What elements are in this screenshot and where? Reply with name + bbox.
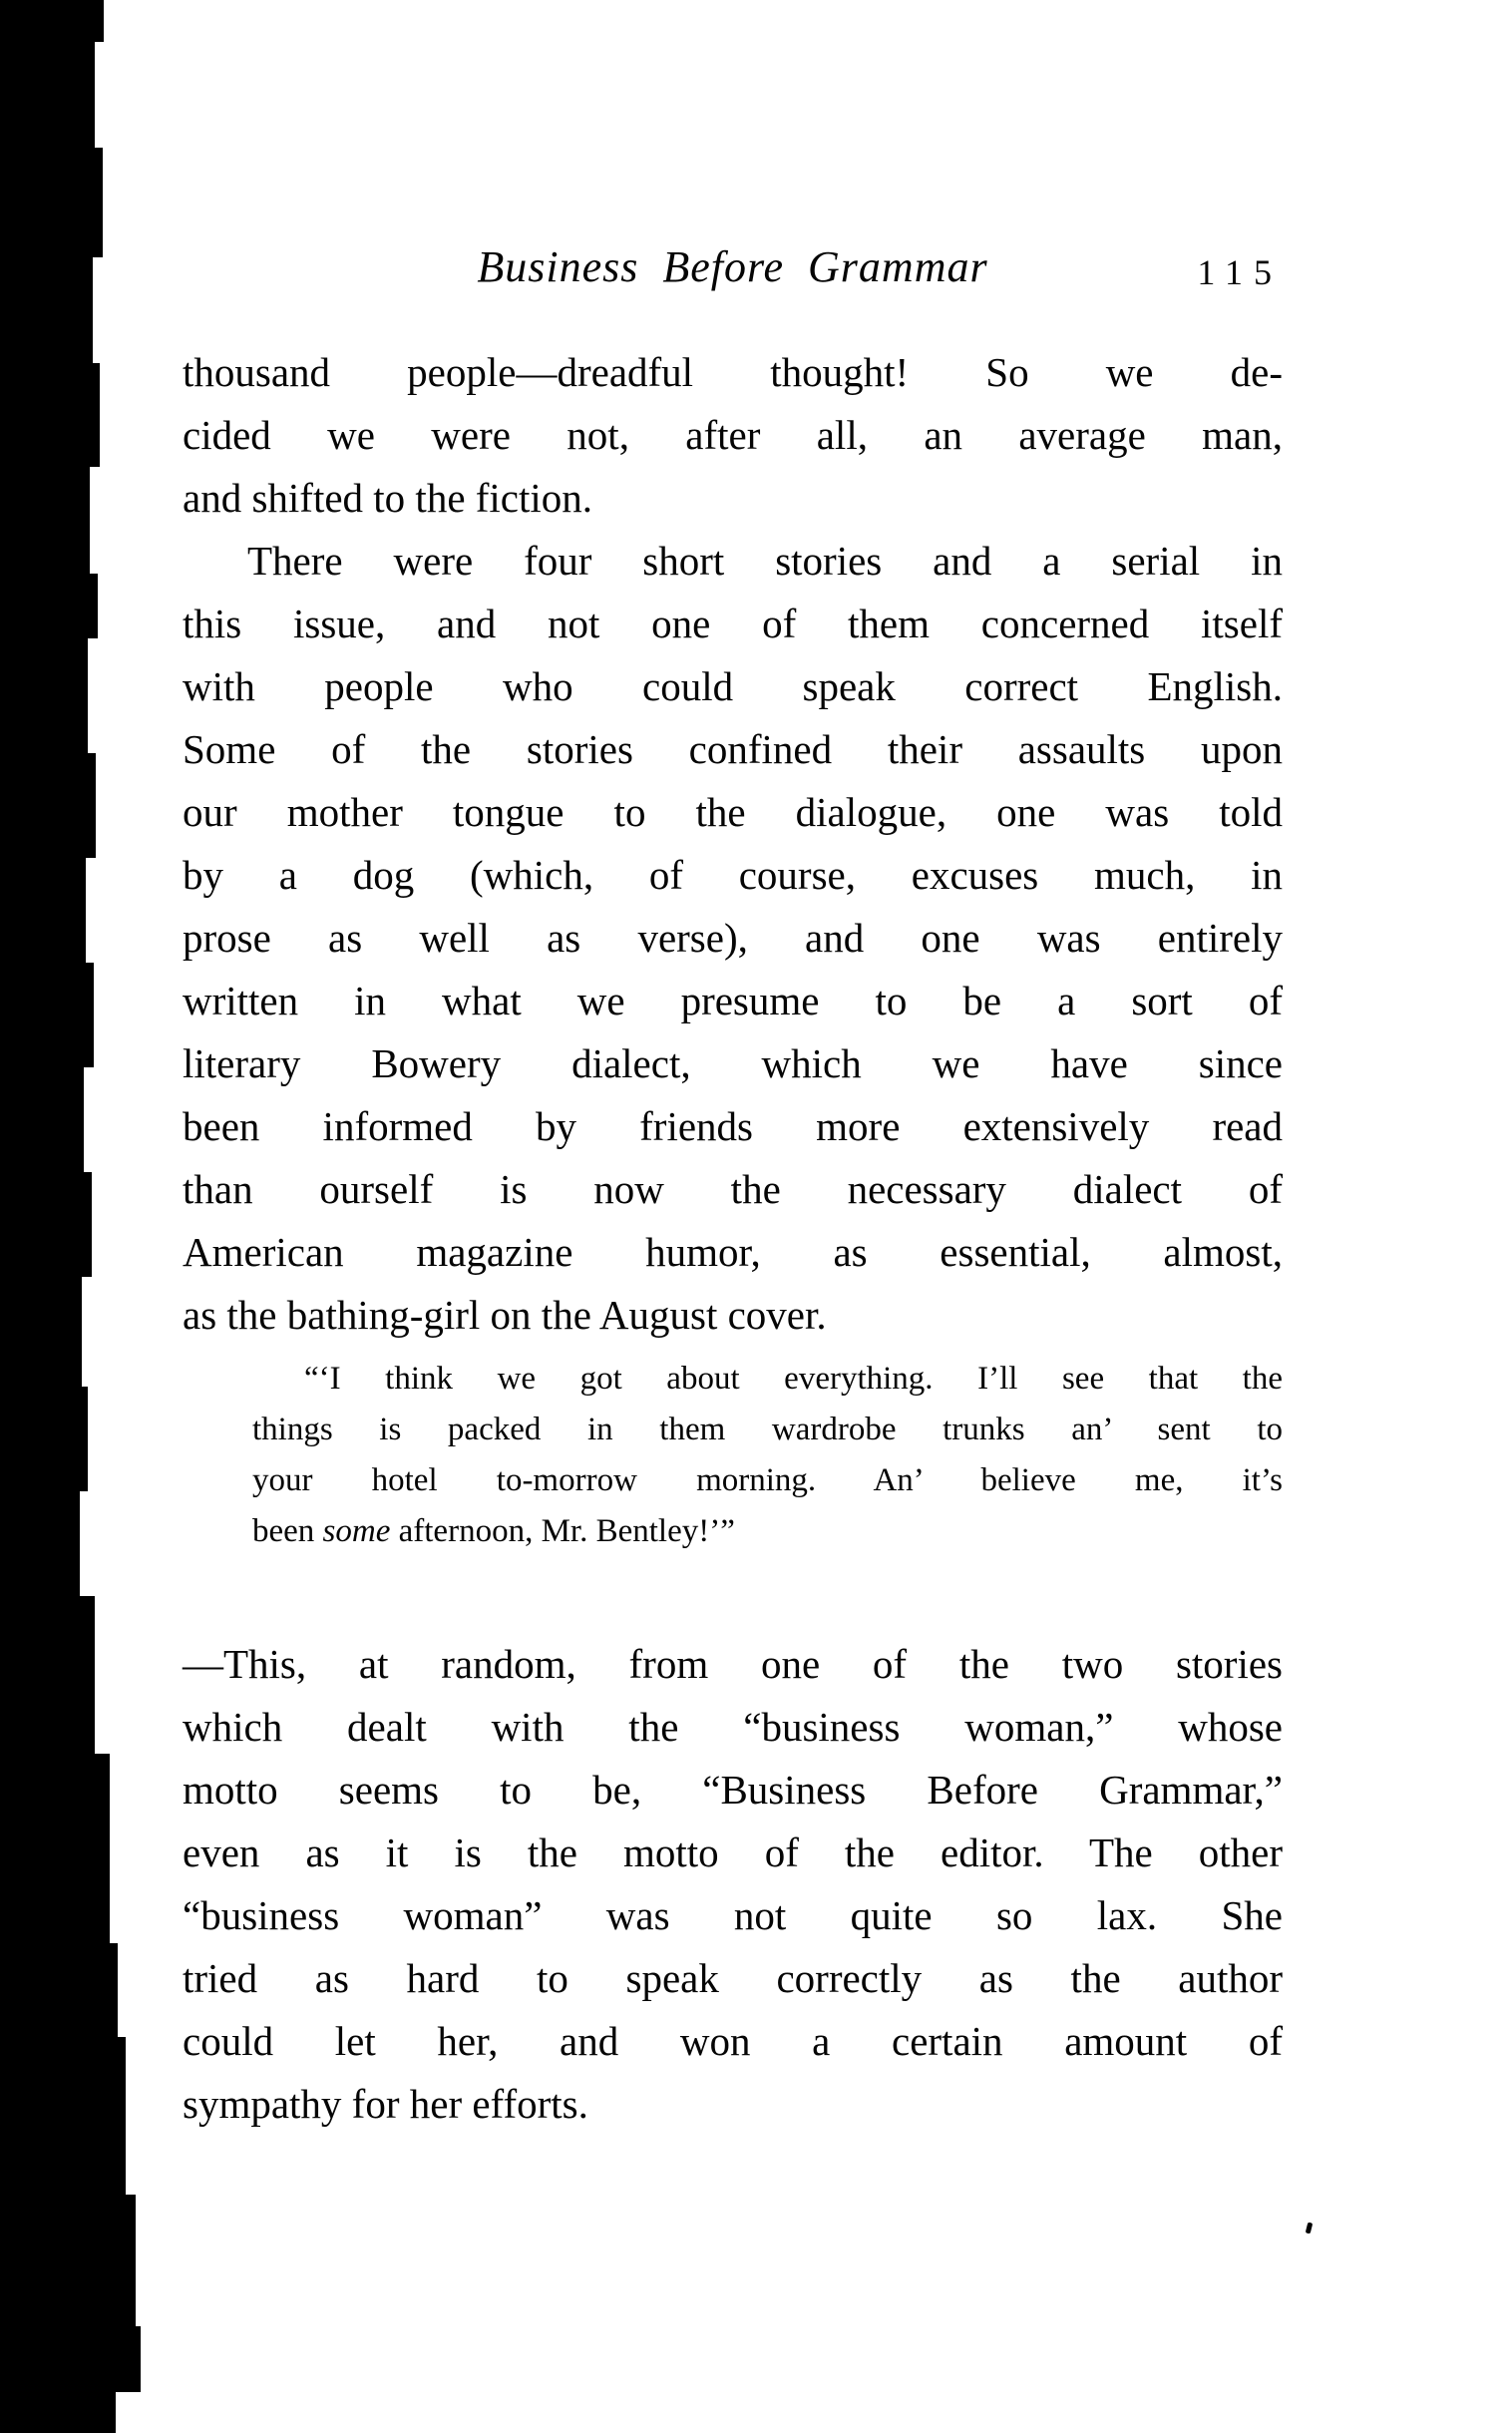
text-block xyxy=(183,341,1283,2136)
text-line: been some afternoon, Mr. Bentley!’” xyxy=(252,1513,735,1549)
text-line: Some of the stories confined their assaults upon xyxy=(183,726,1283,772)
text-line: your hotel to-morrow morning. An’ believe me, it’s xyxy=(252,1462,1283,1498)
text-line: with people who could speak correct English. xyxy=(183,663,1283,709)
text-line: written in what we presume to be a sort of xyxy=(183,978,1283,1023)
text-line: American magazine humor, as essential, almost, xyxy=(183,1229,1283,1275)
blockquote-excerpt xyxy=(252,1354,1283,1557)
text-line: sympathy for her efforts. xyxy=(183,2081,588,2127)
text-line: thousand people—dreadful thought! So we de- xyxy=(183,349,1283,395)
text-line: than ourself is now the necessary dialect of xyxy=(183,1166,1283,1212)
text-line: tried as hard to speak correctly as the author xyxy=(183,1955,1283,2001)
text-line: literary Bowery dialect, which we have since xyxy=(183,1040,1283,1086)
text-line: could let her, and won a certain amount of xyxy=(183,2018,1283,2064)
text-line: “business woman” was not quite so lax. She xyxy=(183,1892,1283,1938)
text-line: this issue, and not one of them concerned itself xyxy=(183,601,1283,646)
text-line: —This, at random, from one of the two stories xyxy=(183,1641,1283,1687)
text-line: There were four short stories and a serial in xyxy=(247,538,1283,584)
paragraph-continued xyxy=(183,341,1283,530)
text-line: “‘I think we got about everything. I’ll see that the xyxy=(304,1361,1283,1397)
text-line: our mother tongue to the dialogue, one was told xyxy=(183,789,1283,835)
page-number: 115 xyxy=(1197,252,1283,292)
text-line: by a dog (which, of course, excuses much, in xyxy=(183,852,1283,898)
text-line: cided we were not, after all, an average man, xyxy=(183,412,1283,458)
text-line: and shifted to the fiction. xyxy=(183,475,593,521)
text-line: even as it is the motto of the editor. The other xyxy=(183,1829,1283,1875)
running-head-title: Business Before Grammar xyxy=(477,242,988,291)
ink-speck xyxy=(1306,2223,1314,2234)
scan-gutter-bar xyxy=(0,0,150,2433)
text-line: things is packed in them wardrobe trunks an’ sent to xyxy=(252,1412,1283,1447)
text-line: been informed by friends more extensively read xyxy=(183,1103,1283,1149)
text-line: prose as well as verse), and one was entirely xyxy=(183,915,1283,961)
paragraph-stories xyxy=(183,530,1283,1347)
text-line: motto seems to be, “Business Before Grammar,” xyxy=(183,1767,1283,1813)
text-line: as the bathing-girl on the August cover. xyxy=(183,1292,827,1338)
text-line: which dealt with the “business woman,” whose xyxy=(183,1704,1283,1750)
paragraph-closing xyxy=(183,1633,1283,2136)
running-head xyxy=(183,237,1283,299)
